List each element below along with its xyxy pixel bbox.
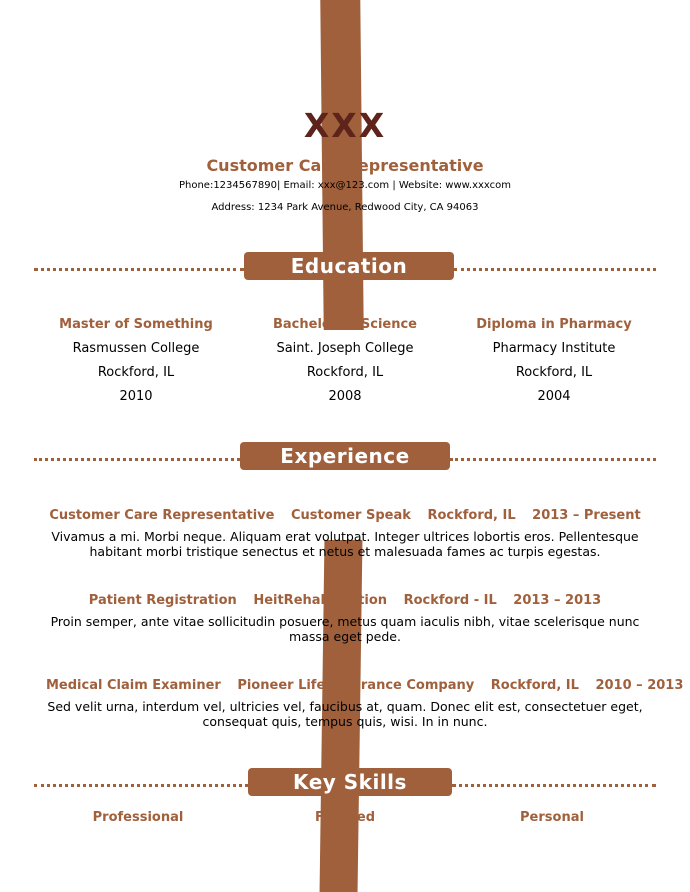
graduation-year: 2010 [119,389,153,404]
degree-title: Bachelor of Science [272,317,417,332]
job-role: Patient Registration [88,593,237,608]
school-name: Rasmussen College [72,341,200,356]
contact-info: Phone:1234567890| Email: xxx@123.com | Website: www.xxxcom [178,180,512,191]
job-location: Rockford, IL [490,678,579,693]
experience-item [40,591,650,644]
divider-left [34,458,240,461]
section-heading-experience: Experience [240,442,450,470]
school-name: Saint. Joseph College [276,341,414,356]
job-dates: 2013 – Present [532,508,641,523]
skill-category: Personal [520,810,584,825]
section-heading-skills: Key Skills [248,768,452,796]
school-name: Pharmacy Institute [492,341,616,356]
education-item [439,313,669,409]
company-name: Pioneer Life Insurance Company [237,678,475,693]
job-location: Rockford - IL [403,593,497,608]
experience-item [40,506,650,559]
job-dates: 2010 – 2013 [595,678,684,693]
school-location: Rockford, IL [515,365,593,380]
divider-left [34,268,244,271]
degree-title: Diploma in Pharmacy [476,317,632,332]
job-description: Sed velit urna, interdum vel, ultricies vel, faucibus at, quam. Donec elit est, consectetuer eget, consequat quis, tempus quis, wisi. In in nunc. [47,699,643,729]
divider-right [452,784,656,787]
experience-header [40,506,650,526]
job-dates: 2013 – 2013 [513,593,602,608]
divider-left [34,784,248,787]
degree-title: Master of Something [59,317,213,332]
graduation-year: 2004 [537,389,571,404]
graduation-year: 2008 [328,389,362,404]
job-description: Vivamus a mi. Morbi neque. Aliquam erat volutpat. Integer ultrices lobortis eros. Pellentesque habitant morbi tristique senectus et netus et malesuada fames ac turpis egestas. [51,529,639,559]
job-title: Customer Care Representative [206,156,484,175]
divider-right [450,458,656,461]
experience-header [40,676,684,696]
experience-header [40,591,650,611]
education-item [230,313,460,409]
divider-right [454,268,656,271]
company-name: HeitRehabilitation [253,593,388,608]
candidate-name: XXX [303,106,387,145]
section-heading-education: Education [244,252,454,280]
school-location: Rockford, IL [306,365,384,380]
experience-item [40,676,684,729]
skill-category: Focused [314,810,376,825]
job-location: Rockford, IL [427,508,516,523]
address-line: Address: 1234 Park Avenue, Redwood City, CA 94063 [211,202,479,213]
job-role: Medical Claim Examiner [46,678,221,693]
skill-category: Professional [92,810,184,825]
job-role: Customer Care Representative [49,508,275,523]
job-description: Proin semper, ante vitae sollicitudin posuere, metus quam iaculis nibh, vitae scelerisque nunc massa eget pede. [50,614,640,644]
education-item [21,313,251,409]
school-location: Rockford, IL [97,365,175,380]
company-name: Customer Speak [291,508,411,523]
